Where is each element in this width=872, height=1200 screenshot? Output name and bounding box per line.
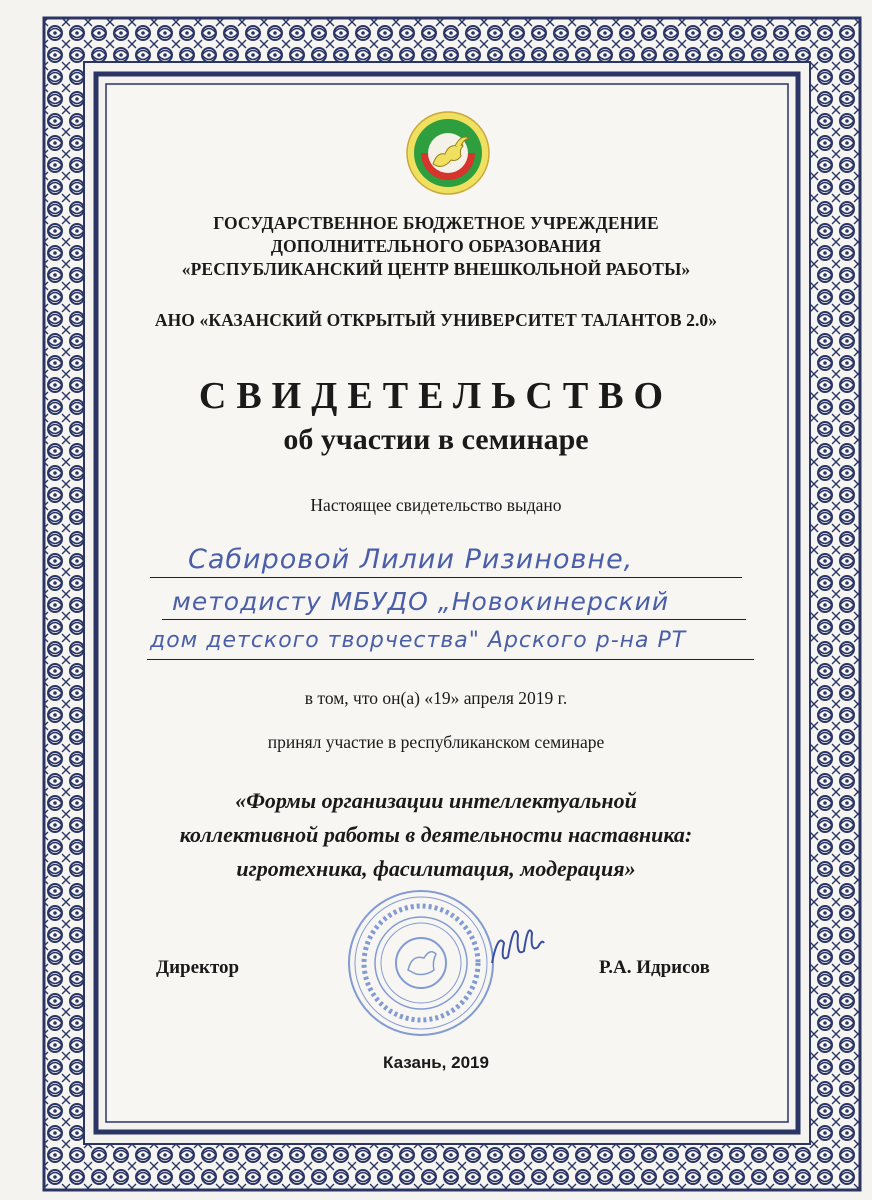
- director-signature-icon: [488, 913, 548, 975]
- certificate-subtitle: об участии в семинаре: [283, 423, 589, 456]
- org-line-3: «РЕСПУБЛИКАНСКИЙ ЦЕНТР ВНЕШКОЛЬНОЙ РАБОТЫ»: [181, 259, 691, 279]
- org-line-4: АНО «КАЗАНСКИЙ ОТКРЫТЫЙ УНИВЕРСИТЕТ ТАЛАНТОВ 2.0»: [154, 310, 718, 330]
- director-label: Директор: [156, 957, 240, 978]
- recipient-name: Сабировой Лилии Ризиновне,: [188, 544, 634, 575]
- recipient-position: методисту МБУДО „Новокинерский: [172, 587, 670, 616]
- org-line-2: ДОПОЛНИТЕЛЬНОГО ОБРАЗОВАНИЯ: [270, 236, 602, 256]
- topic-line-3: игротехника, фасилитация, модерация»: [236, 856, 636, 881]
- date-line: в том, что он(а) «19» апреля 2019 г.: [304, 688, 568, 708]
- tatarstan-emblem-icon: [405, 110, 491, 196]
- underline-3: [147, 659, 754, 660]
- topic-line-1: «Формы организации интеллектуальной: [235, 788, 637, 813]
- certificate-title: СВИДЕТЕЛЬСТВО: [198, 375, 674, 417]
- topic-line-2: коллективной работы в деятельности наставника:: [179, 822, 693, 847]
- issued-to-label: Настоящее свидетельство выдано: [310, 495, 562, 515]
- underline-2: [162, 619, 746, 620]
- org-line-1: ГОСУДАРСТВЕННОЕ БЮДЖЕТНОЕ УЧРЕЖДЕНИЕ: [213, 213, 659, 233]
- underline-1: [150, 577, 742, 578]
- official-stamp-icon: [346, 888, 496, 1038]
- recipient-institution: дом детского творчества" Арского р-на РТ: [150, 628, 687, 653]
- participation-line: принял участие в республиканском семинаре: [267, 732, 605, 752]
- director-name: Р.А. Идрисов: [599, 957, 710, 978]
- city-year: Казань, 2019: [383, 1053, 489, 1072]
